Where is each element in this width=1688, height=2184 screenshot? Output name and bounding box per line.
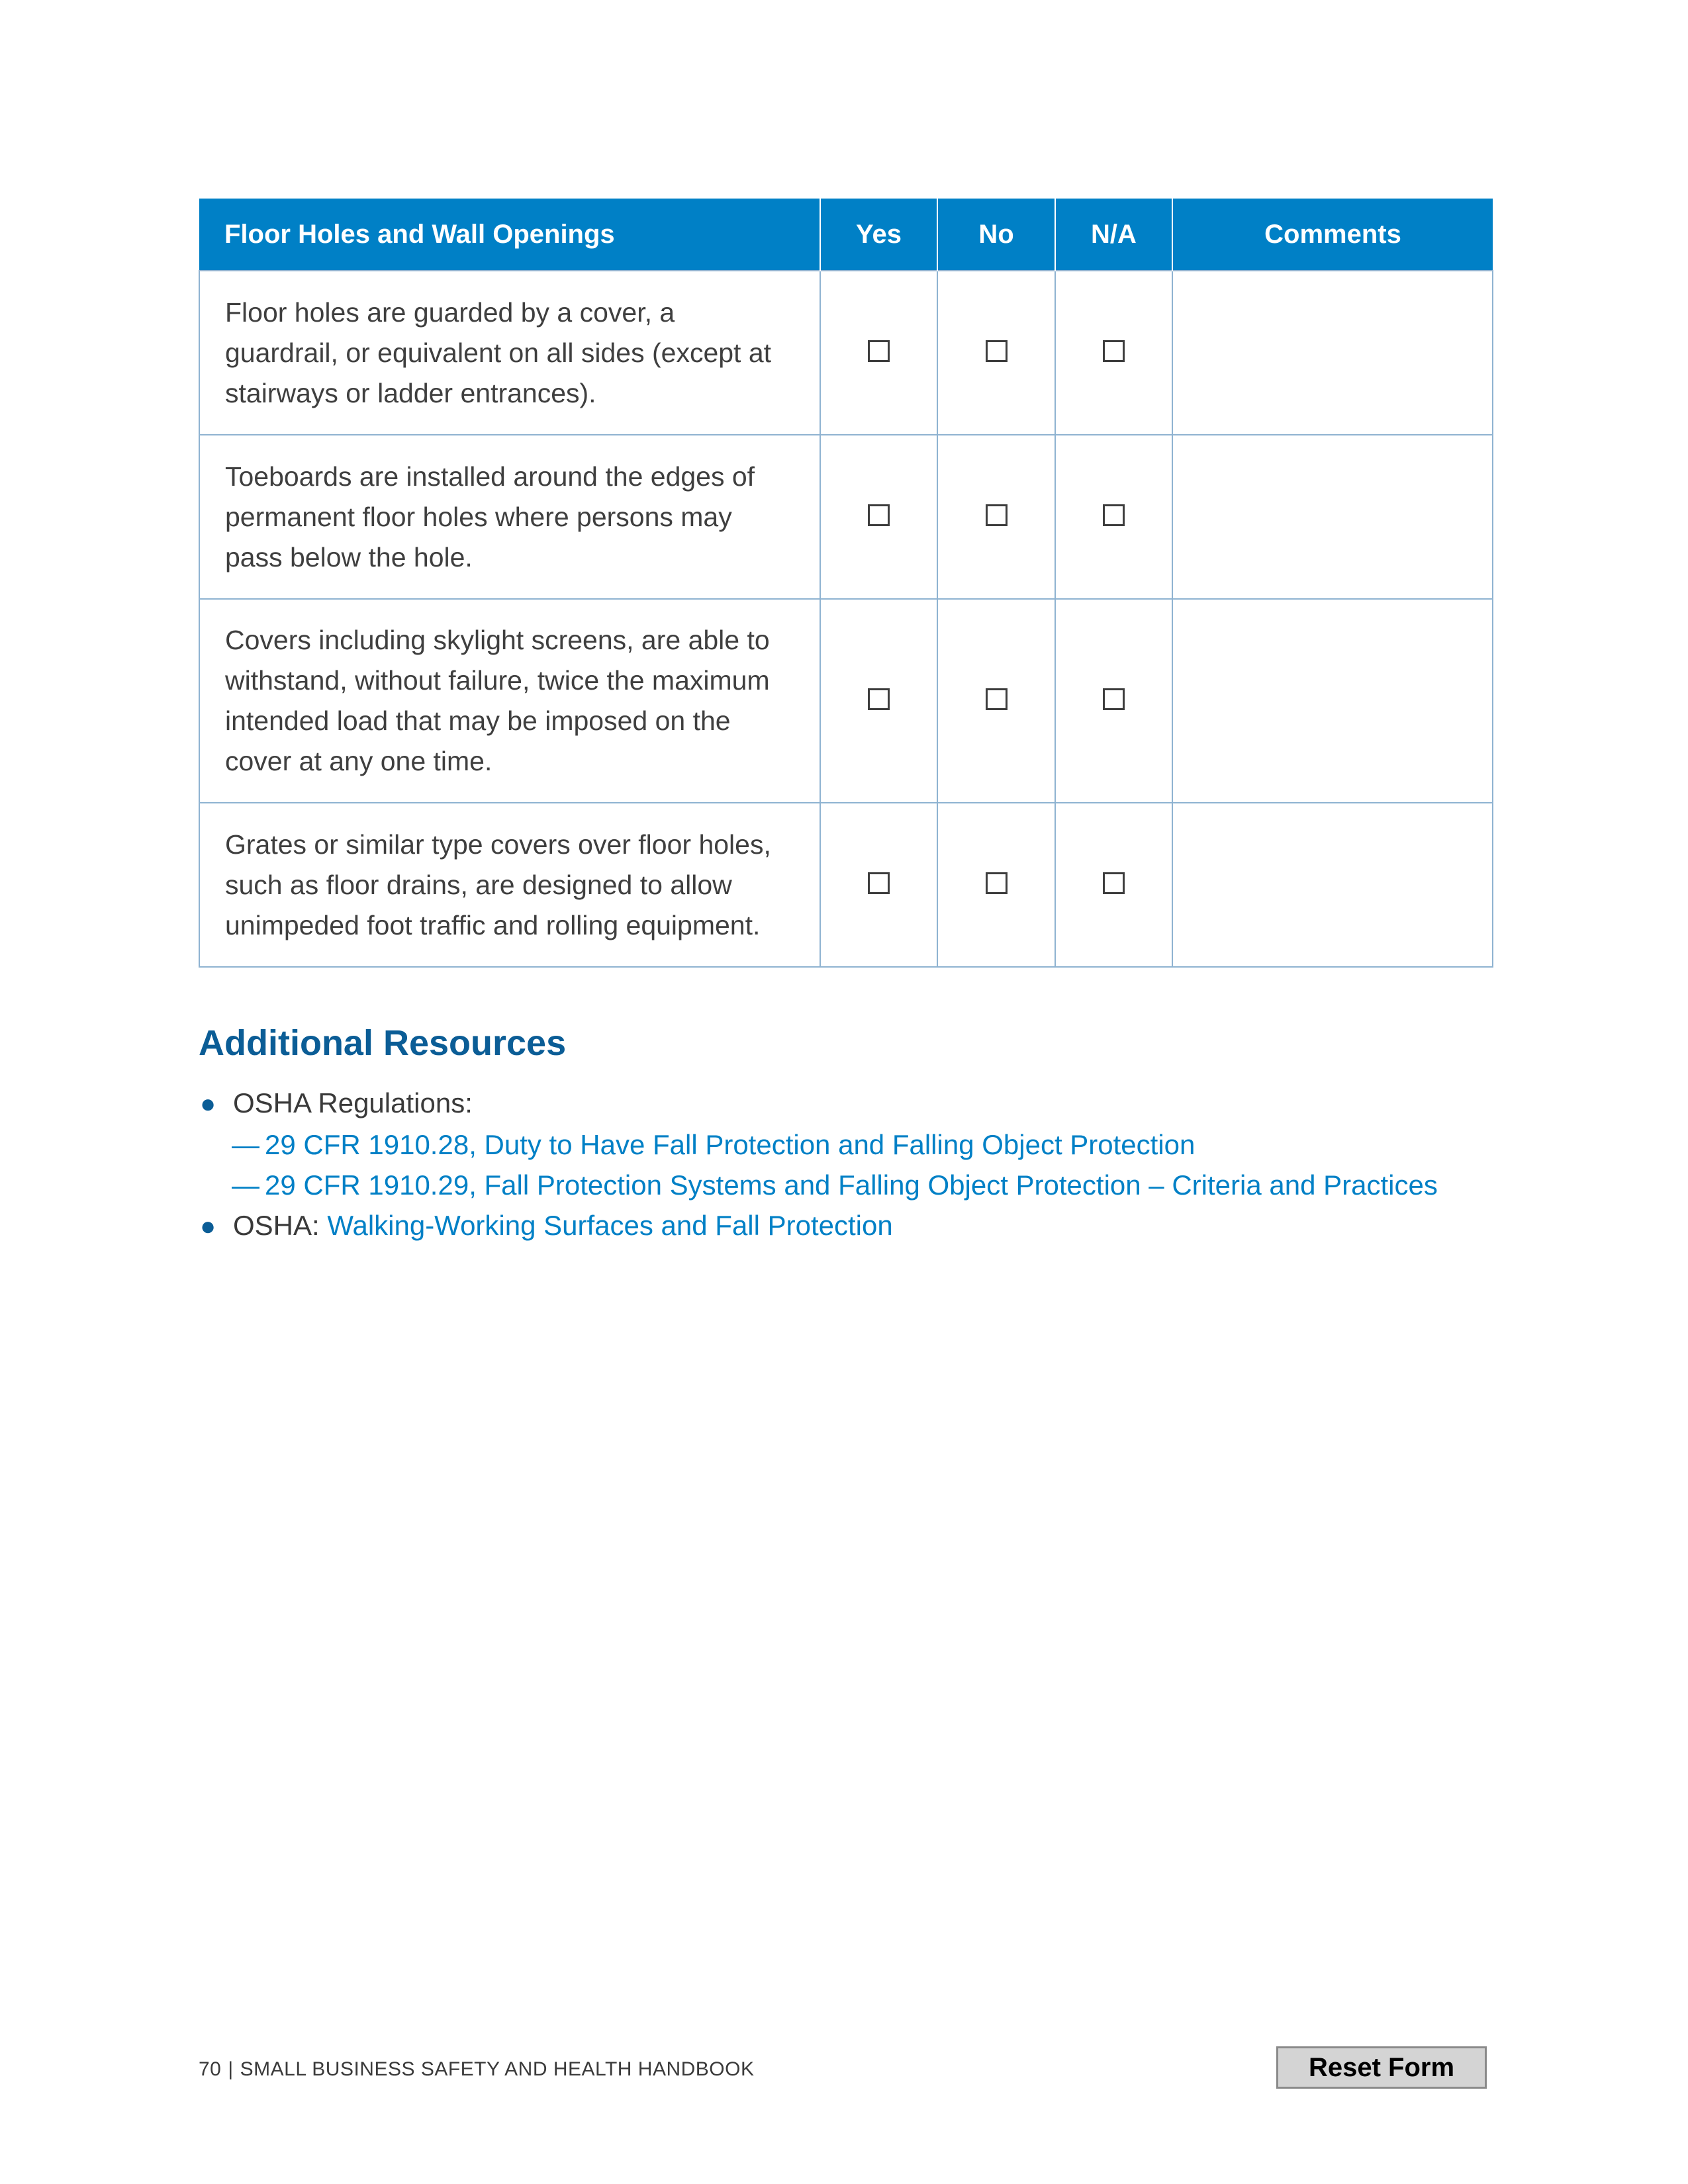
checklist-table [199, 199, 1493, 968]
header-comments: Comments [1172, 199, 1493, 271]
yes-checkbox[interactable] [868, 340, 890, 362]
dash-icon: — [232, 1169, 259, 1201]
link-cfr-1910-29[interactable]: 29 CFR 1910.29, Fall Protection Systems and Falling Object Protection – Criteria and Practices [265, 1169, 1438, 1201]
reset-form-button[interactable]: Reset Form [1276, 2046, 1487, 2089]
footer-separator: | [228, 2058, 234, 2080]
yes-checkbox[interactable] [868, 872, 890, 894]
na-cell [1055, 435, 1172, 599]
na-checkbox[interactable] [1103, 504, 1125, 526]
comments-field[interactable] [1172, 599, 1493, 803]
table-row [199, 599, 1493, 803]
osha-regulations-label: OSHA Regulations: [233, 1087, 473, 1118]
no-checkbox[interactable] [986, 688, 1008, 710]
table-row [199, 271, 1493, 435]
no-cell [937, 803, 1055, 967]
no-checkbox[interactable] [986, 872, 1008, 894]
bullet-icon: ● [200, 1212, 216, 1241]
no-cell [937, 435, 1055, 599]
osha-label: OSHA: [233, 1210, 328, 1241]
yes-checkbox[interactable] [868, 688, 890, 710]
list-item [199, 1165, 1523, 1205]
bullet-icon: ● [200, 1089, 216, 1118]
page-number: 70 [199, 2058, 222, 2080]
comments-field[interactable] [1172, 435, 1493, 599]
yes-cell [820, 271, 937, 435]
comments-field[interactable] [1172, 803, 1493, 967]
na-checkbox[interactable] [1103, 340, 1125, 362]
no-checkbox[interactable] [986, 504, 1008, 526]
comments-field[interactable] [1172, 271, 1493, 435]
header-yes: Yes [820, 199, 937, 271]
resources-list [199, 1083, 1523, 1247]
header-item: Floor Holes and Wall Openings [199, 199, 820, 271]
dash-icon: — [232, 1129, 259, 1160]
yes-cell [820, 435, 937, 599]
list-item [199, 1205, 1523, 1247]
yes-checkbox[interactable] [868, 504, 890, 526]
table-row [199, 435, 1493, 599]
no-cell [937, 599, 1055, 803]
na-cell [1055, 803, 1172, 967]
no-cell [937, 271, 1055, 435]
resources-title: Additional Resources [199, 1023, 567, 1063]
na-cell [1055, 599, 1172, 803]
link-cfr-1910-28[interactable]: 29 CFR 1910.28, Duty to Have Fall Protection and Falling Object Protection [265, 1129, 1196, 1160]
list-item [199, 1124, 1523, 1165]
na-checkbox[interactable] [1103, 688, 1125, 710]
row-item-text: Grates or similar type covers over floor holes, such as floor drains, are designed to allow unimpeded foot traffic and rolling equipment. [199, 803, 820, 967]
row-item-text: Covers including skylight screens, are able to withstand, without failure, twice the maximum intended load that may be imposed on the cover at any one time. [199, 599, 820, 803]
list-item [199, 1083, 1523, 1124]
header-na: N/A [1055, 199, 1172, 271]
book-title: SMALL BUSINESS SAFETY AND HEALTH HANDBOOK [240, 2058, 755, 2080]
table-header-row [199, 199, 1493, 271]
table-row [199, 803, 1493, 967]
no-checkbox[interactable] [986, 340, 1008, 362]
row-item-text: Floor holes are guarded by a cover, a guardrail, or equivalent on all sides (except at stairways or ladder entrances). [199, 271, 820, 435]
yes-cell [820, 803, 937, 967]
page-footer [199, 2058, 755, 2081]
na-cell [1055, 271, 1172, 435]
header-no: No [937, 199, 1055, 271]
na-checkbox[interactable] [1103, 872, 1125, 894]
yes-cell [820, 599, 937, 803]
row-item-text: Toeboards are installed around the edges of permanent floor holes where persons may pass below the hole. [199, 435, 820, 599]
link-walking-working-surfaces[interactable]: Walking-Working Surfaces and Fall Protection [327, 1210, 893, 1241]
